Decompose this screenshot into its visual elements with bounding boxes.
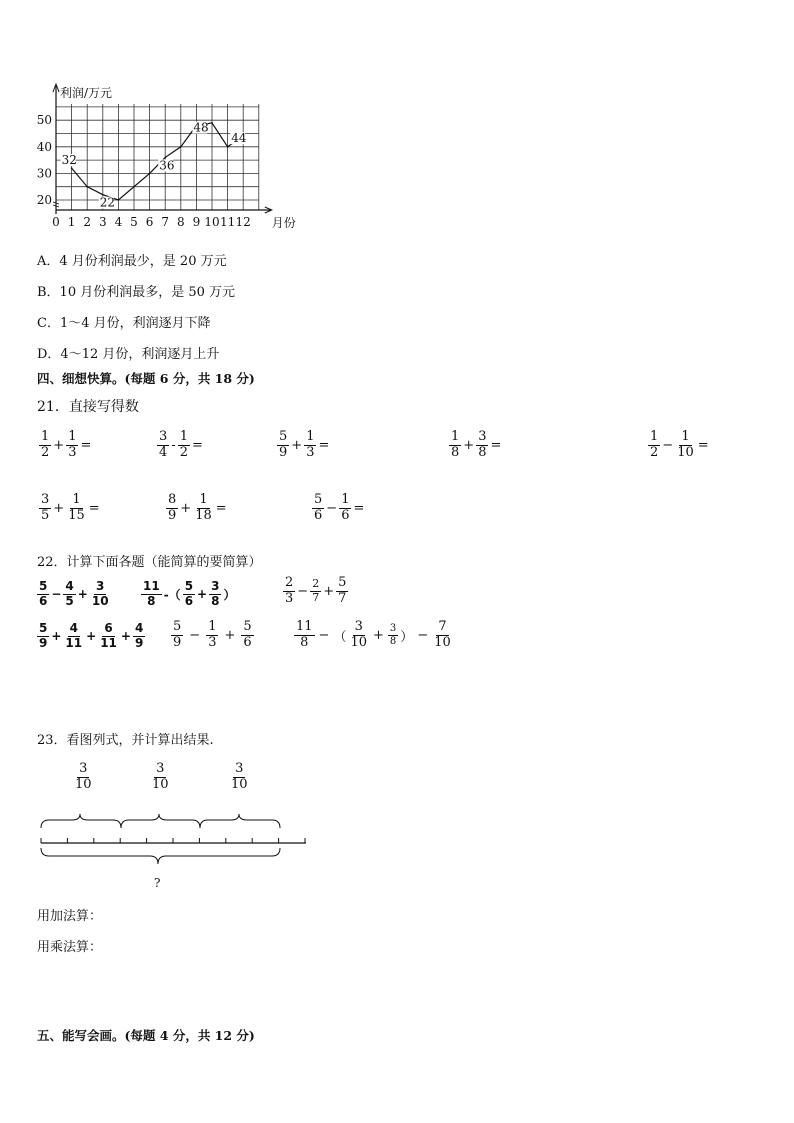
x-tick-label: 9 <box>192 215 201 229</box>
q21-item: $\frac{1}{8}$ + $\frac{3}{8}$ = <box>451 429 502 460</box>
data-point <box>180 146 182 148</box>
question-22-title: 22．计算下面各题（能简算的要简算） <box>37 555 262 570</box>
q23-addition-prompt: 用加法算： <box>37 909 103 924</box>
q21-item: $\frac{1}{2}$ − $\frac{1}{10}$ = <box>650 429 709 460</box>
option-d: D．4～12 月份，利润逐月上升 <box>37 347 220 362</box>
top-brace-1 <box>41 814 121 828</box>
q22-expr-4: $\frac{5}{9}$ + $\frac{4}{11}$ + $\frac{6}{11}$ + $\frac{4}{9}$ <box>39 621 144 650</box>
q22-expr-2: $\frac{11}{8}$ -（ $\frac{5}{6}$ + $\frac{3}{8}$ ） <box>143 579 236 608</box>
q23-fraction-3: $\frac{3}{10}$ <box>231 761 248 792</box>
section-4-heading: 四、细想快算。(每题 6 分，共 18 分) <box>37 371 255 386</box>
q23-fraction-1: $\frac{3}{10}$ <box>75 761 92 792</box>
series-line <box>72 120 244 200</box>
data-label: 48 <box>193 120 209 135</box>
x-tick-label: 11 <box>219 215 236 229</box>
x-tick-label: 5 <box>130 215 138 229</box>
data-label: 36 <box>159 158 175 173</box>
q22-expr-1: $\frac{5}{6}$ − $\frac{4}{5}$ + $\frac{3}{10}$ <box>39 579 109 608</box>
x-tick-label: 12 <box>235 215 251 229</box>
q21-item: $\frac{1}{2}$ + $\frac{1}{3}$ = <box>41 429 92 460</box>
y-tick-label: 20 <box>36 193 52 207</box>
x-tick-label: 10 <box>204 215 220 229</box>
x-tick-label: 0 <box>52 215 60 229</box>
data-label: 22 <box>99 195 116 210</box>
q23-multiplication-prompt: 用乘法算： <box>37 940 103 955</box>
data-point <box>133 186 135 188</box>
option-b: B．10 月份利润最多，是 50 万元 <box>37 285 236 300</box>
x-tick-label: 6 <box>145 215 154 229</box>
x-tick-label: 8 <box>176 215 185 229</box>
q22-expr-6: $\frac{11}{8}$ − （ $\frac{3}{10}$ + $\frac{3}{8}$ ） − $\frac{7}{10}$ <box>296 619 451 650</box>
y-tick-label: 40 <box>36 139 52 154</box>
data-label: 32 <box>61 153 77 168</box>
data-point <box>149 173 151 175</box>
x-tick-label: 2 <box>83 215 92 229</box>
x-tick-label: 3 <box>98 215 107 229</box>
q21-item: $\frac{5}{6}$ − $\frac{1}{6}$ = <box>314 492 365 523</box>
data-point <box>227 146 229 148</box>
x-tick-label: 4 <box>114 215 123 229</box>
question-23-title: 23．看图列式，并计算出结果. <box>37 733 214 748</box>
section-5-heading: 五、能写会画。(每题 4 分，共 12 分) <box>37 1028 255 1043</box>
top-brace-2 <box>121 814 200 828</box>
data-label: 44 <box>231 131 247 146</box>
x-tick-label: 1 <box>67 215 76 229</box>
profit-line-chart <box>30 78 300 238</box>
q23-segment-diagram <box>36 810 316 890</box>
data-point <box>118 199 120 201</box>
data-point <box>86 186 88 188</box>
y-tick-label: 50 <box>36 113 52 128</box>
q22-expr-3: $\frac{2}{3}$ − $\frac{2}{7}$ + $\frac{5}{7}$ <box>285 575 347 606</box>
top-brace-3 <box>200 814 280 828</box>
q21-item: $\frac{8}{9}$ + $\frac{1}{18}$ = <box>168 492 227 523</box>
x-tick-label: 7 <box>161 215 170 229</box>
q21-item: $\frac{5}{9}$ + $\frac{1}{3}$ = <box>279 429 330 460</box>
y-tick-label: 30 <box>36 166 52 181</box>
question-21-title: 21．直接写得数 <box>37 399 139 415</box>
option-c: C．1～4 月份，利润逐月下降 <box>37 316 211 331</box>
y-axis-label: 利润/万元 <box>60 86 113 100</box>
q23-fraction-2: $\frac{3}{10}$ <box>152 761 169 792</box>
data-point <box>71 167 73 169</box>
q21-item: $\frac{3}{5}$ + $\frac{1}{15}$ = <box>41 492 100 523</box>
bottom-brace <box>41 848 280 864</box>
x-axis-label: 月份 <box>271 216 296 230</box>
q21-item: $\frac{3}{4}$ - $\frac{1}{2}$ = <box>159 429 203 460</box>
option-a: A．4 月份利润最少，是 20 万元 <box>37 254 227 269</box>
q22-expr-5: $\frac{5}{9}$ − $\frac{1}{3}$ + $\frac{5}{6}$ <box>173 619 252 650</box>
data-point <box>211 122 213 124</box>
q23-question-mark: ? <box>154 876 161 890</box>
